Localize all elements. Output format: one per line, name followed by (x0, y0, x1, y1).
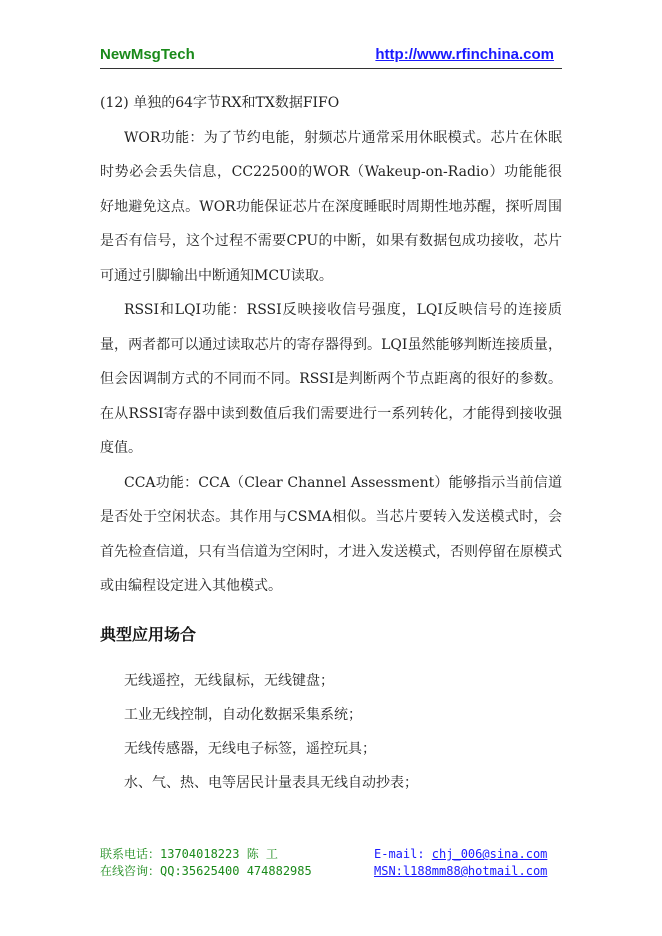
email-line (374, 846, 547, 863)
list-item: 水、气、热、电等居民计量表具无线自动抄表； (124, 775, 418, 791)
feature-item-fifo: (12) 单独的64字节RX和TX数据FIFO (100, 95, 340, 111)
msn-link[interactable]: l188mm88@hotmail.com (402, 864, 548, 878)
paragraph-wor: WOR功能：为了节约电能，射频芯片通常采用休眠模式。芯片在休眠时势必会丢失信息，CC22500的WOR（Wakeup-on-Radio）功能能很好地避免这点。WOR功能保证芯片在深度睡眠时周期性地苏醒，探听周围是否有信号，这个过程不需要CPU的中断，如果有数据包成功接收，芯片可通过引脚输出中断通知MCU读取。 (100, 129, 562, 284)
contact-phone: 联系电话：13704018223 陈 工 (100, 847, 278, 861)
paragraph-cca: CCA功能：CCA（Clear Channel Assessment）能够指示当前信道是否处于空闲状态。其作用与CSMA相似。当芯片要转入发送模式时，会首先检查信道，只有当信道为空闲时，才进入发送模式，否则停留在原模式或由编程设定进入其他模式。 (100, 474, 562, 594)
msn-line (374, 863, 547, 880)
application-list (124, 664, 418, 800)
brand-name: NewMsgTech (100, 46, 195, 63)
msn-label-link[interactable]: MSN: (374, 864, 403, 878)
paragraph-rssi-lqi: RSSI和LQI功能：RSSI反映接收信号强度，LQI反映信号的连接质量，两者都可以通过读取芯片的寄存器得到。LQI虽然能够判断连接质量，但会因调制方式的不同而不同。RSSI是判断两个节点距离的很好的参数。在从RSSI寄存器中读到数值后我们需要进行一系列转化，才能得到接收强度值。 (100, 302, 562, 456)
website-link[interactable]: http://www.rfinchina.com (375, 46, 554, 63)
list-item: 工业无线控制，自动化数据采集系统； (124, 707, 362, 723)
section-heading: 典型应用场合 (100, 625, 197, 644)
page-header (100, 46, 562, 69)
list-item: 无线遥控，无线鼠标，无线键盘； (124, 673, 334, 689)
email-label: E-mail: (374, 847, 432, 861)
contact-online: 在线咨询：QQ:35625400 474882985 (100, 864, 312, 878)
document-body (100, 86, 562, 604)
page-footer (100, 846, 562, 880)
email-link[interactable]: chj_006@sina.com (431, 847, 548, 861)
list-item: 无线传感器，无线电子标签，遥控玩具； (124, 741, 376, 757)
